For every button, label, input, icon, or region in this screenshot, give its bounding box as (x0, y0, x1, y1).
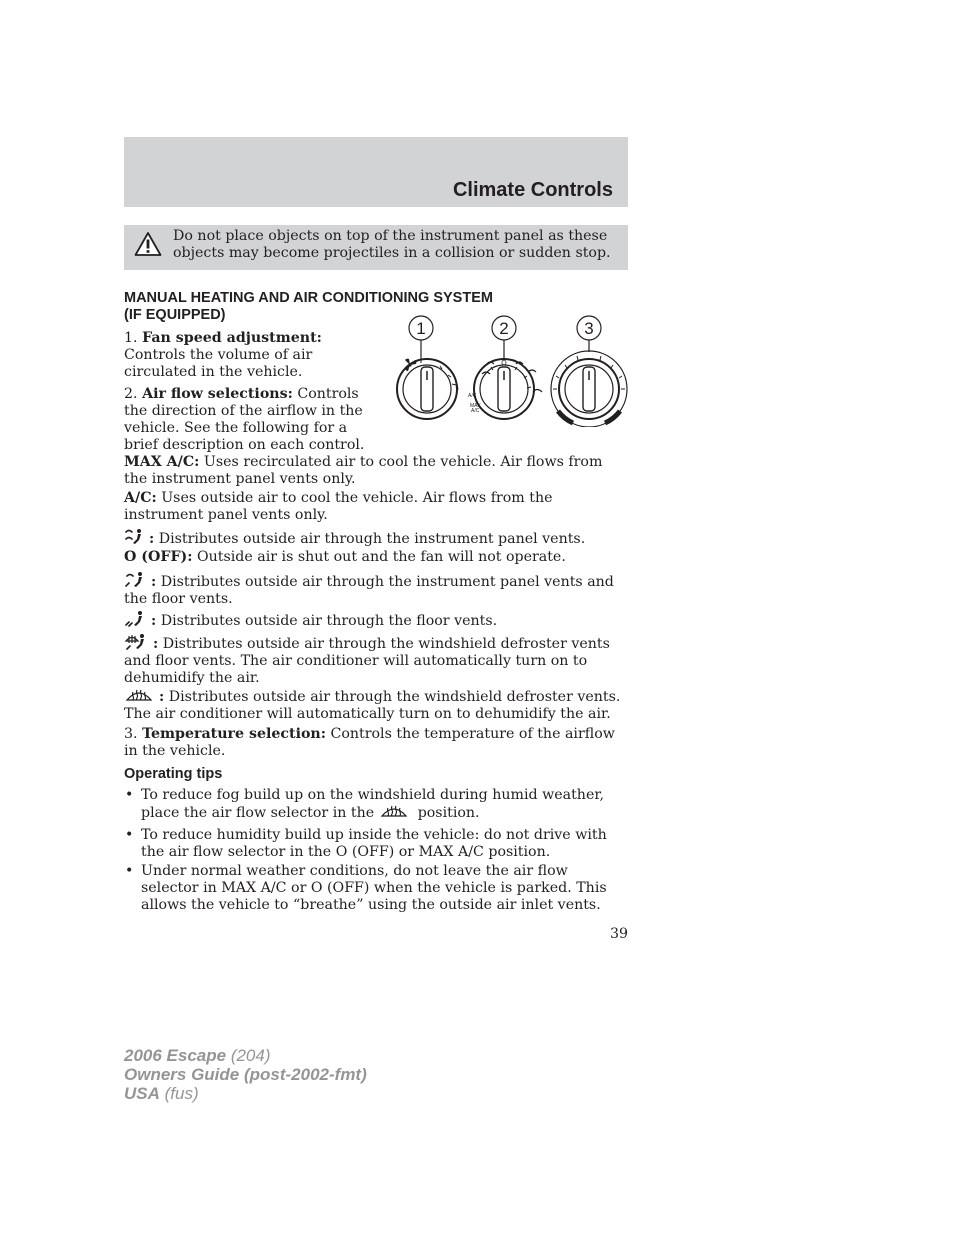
climate-controls-diagram (390, 312, 635, 427)
temperature-knob (551, 351, 627, 427)
item-title: Air flow selections: (142, 386, 293, 402)
mode-colon: : (154, 689, 165, 705)
footer-line-3: USA (fus) (124, 1084, 199, 1103)
mode-colon: : (146, 613, 157, 629)
mode-colon: : (144, 531, 155, 547)
floor-mode-description (124, 610, 629, 630)
callout-2: 2 (499, 319, 509, 338)
ac-mark: A/C (468, 393, 477, 399)
off-mark: O (501, 360, 507, 367)
operating-tips-list (124, 787, 629, 914)
item-text: Uses outside air to cool the vehicle. Air flows from the instrument panel vents only. (124, 490, 553, 523)
mode-colon: : (148, 636, 159, 652)
chapter-header (124, 137, 628, 207)
defrost-floor-mode-description (124, 633, 629, 687)
item-text: Distributes outside air through the floor vents. (156, 613, 498, 629)
defrost-floor-icon (528, 370, 536, 372)
callout-1: 1 (416, 319, 426, 338)
item-title: O (OFF): (124, 549, 193, 565)
item-number: 2. (124, 386, 138, 402)
section-heading-line1: MANUAL HEATING AND AIR CONDITIONING SYSTEM (124, 290, 493, 306)
footer-line-1: 2006 Escape (204) (124, 1046, 271, 1065)
item-text: Distributes outside air through the windshield defroster vents and floor vents. The air conditioner will automatically turn on to dehumidify the air. (124, 636, 610, 686)
footer-line-2: Owners Guide (post-2002-fmt) (124, 1065, 367, 1084)
list-item (124, 787, 629, 822)
item-text: Outside air is shut out and the fan will not operate. (192, 549, 566, 565)
floor-vent-icon (124, 610, 146, 628)
item-title: MAX A/C: (124, 454, 200, 470)
panel-mode-description (124, 528, 629, 548)
item-title: A/C: (124, 490, 157, 506)
temperature-description (124, 726, 629, 760)
fan-speed-description (124, 330, 379, 381)
item-text: Controls the direction of the airflow in the vehicle. See the following for a brief description on each control. (124, 386, 365, 453)
item-number: 3. (124, 726, 138, 742)
fan-speed-knob (397, 359, 457, 419)
panel-floor-mode-description (124, 571, 629, 608)
off-mode-description (124, 549, 629, 566)
warning-box (124, 225, 628, 270)
item-text: Uses recirculated air to cool the vehicle. Air flows from the instrument panel vents only. (124, 454, 603, 487)
callout-3: 3 (584, 319, 594, 338)
defrost-icon (379, 804, 409, 820)
item-text: Distributes outside air through the instrument panel vents. (154, 531, 586, 547)
warning-triangle-icon (134, 231, 162, 257)
air-flow-description (124, 386, 379, 454)
item-text: Controls the volume of air circulated in the vehicle. (124, 347, 313, 380)
item-text: Distributes outside air through the windshield defroster vents. The air conditioner will automatically turn on to dehumidify the air. (124, 689, 621, 722)
defrost-mode-description (124, 688, 629, 723)
operating-tips-heading: Operating tips (124, 766, 223, 782)
panel-floor-vent-icon (124, 571, 146, 589)
max-ac-mark: A/C (471, 408, 480, 414)
item-text: Distributes outside air through the instrument panel vents and the floor vents. (124, 574, 614, 607)
list-item: • Under normal weather conditions, do not leave the air flow selector in MAX A/C or O (OFF) when the vehicle is parked. This allows the vehicle to “breathe” using the outside air inlet vents. (124, 863, 629, 914)
air-flow-knob (468, 359, 542, 419)
defrost-icon (124, 688, 154, 704)
mode-colon: : (146, 574, 157, 590)
item-number: 1. (124, 330, 138, 346)
item-title: Temperature selection: (142, 726, 326, 742)
section-heading-line2: (IF EQUIPPED) (124, 307, 226, 323)
tip-text: To reduce fog build up on the windshield during humid weather, place the air flow selector in the (141, 787, 605, 821)
list-item: • To reduce humidity build up inside the vehicle: do not drive with the air flow selector in the O (OFF) or MAX A/C position. (124, 827, 629, 861)
ac-description (124, 490, 629, 524)
chapter-title: Climate Controls (452, 179, 613, 201)
warning-text: Do not place objects on top of the instrument panel as these objects may become projectiles in a collision or sudden stop. (173, 228, 611, 261)
panel-vent-icon (124, 528, 144, 546)
max-ac-description (124, 454, 629, 488)
tip-text: position. (417, 805, 480, 821)
item-title: Fan speed adjustment: (142, 330, 322, 346)
page-number: 39 (609, 926, 628, 942)
max-mark: MAX (470, 403, 481, 409)
defrost-floor-icon (124, 633, 148, 651)
item-text: Controls the temperature of the airflow in the vehicle. (124, 726, 615, 759)
document-footer (124, 1046, 367, 1103)
